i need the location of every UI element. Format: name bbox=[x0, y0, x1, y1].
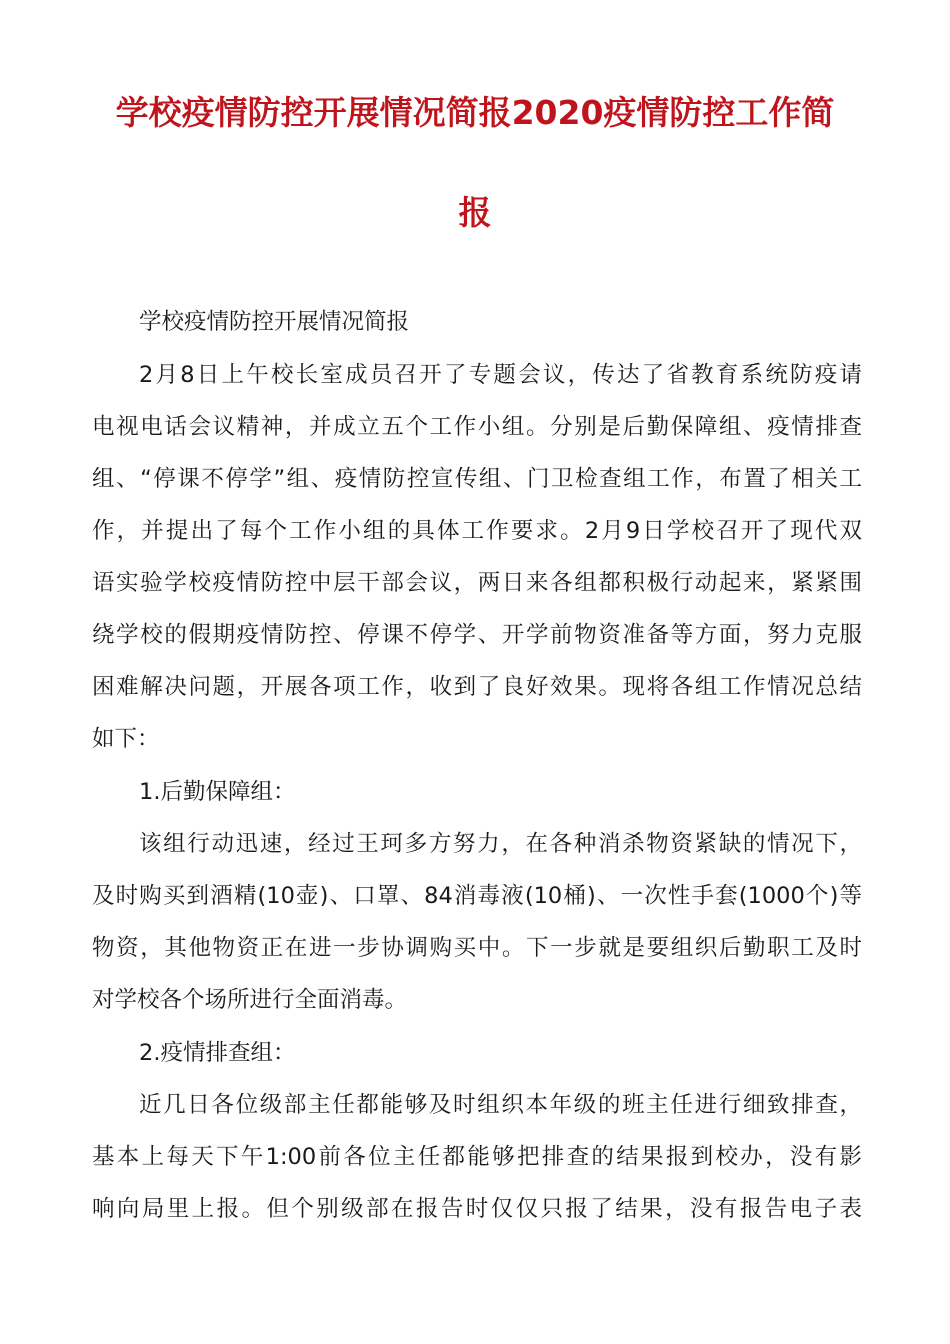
section-heading: 1.后勤保障组： bbox=[139, 779, 296, 805]
paragraph-line: 组、“停课不停学”组、疫情防控宣传组、门卫检查组工作，布置了相关工 bbox=[92, 466, 862, 492]
paragraph-line: 及时购买到酒精(10壶)、口罩、84消毒液(10桶)、一次性手套(1000个)等 bbox=[92, 883, 862, 909]
paragraph-line: 对学校各个场所进行全面消毒。 bbox=[92, 987, 408, 1013]
paragraph-line: 响向局里上报。但个别级部在报告时仅仅只报了结果，没有报告电子表 bbox=[92, 1196, 862, 1222]
paragraph-line: 物资，其他物资正在进一步协调购买中。下一步就是要组织后勤职工及时 bbox=[92, 935, 862, 961]
paragraph-line: 绕学校的假期疫情防控、停课不停学、开学前物资准备等方面，努力克服 bbox=[92, 622, 862, 648]
subtitle: 学校疫情防控开展情况简报 bbox=[139, 309, 410, 335]
paragraph-line: 近几日各位级部主任都能够及时组织本年级的班主任进行细致排查， bbox=[139, 1092, 862, 1118]
section-heading: 2.疫情排查组： bbox=[139, 1040, 296, 1066]
paragraph-line: 电视电话会议精神，并成立五个工作小组。分别是后勤保障组、疫情排查 bbox=[92, 414, 862, 440]
paragraph-line: 困难解决问题，开展各项工作，收到了良好效果。现将各组工作情况总结 bbox=[92, 674, 862, 700]
paragraph-line: 该组行动迅速，经过王珂多方努力，在各种消杀物资紧缺的情况下， bbox=[139, 831, 862, 857]
document-title-line-1: 学校疫情防控开展情况简报2020疫情防控工作简 bbox=[115, 93, 835, 132]
paragraph-line: 语实验学校疫情防控中层干部会议，两日来各组都积极行动起来，紧紧围 bbox=[92, 570, 862, 596]
paragraph-line: 如下： bbox=[92, 726, 160, 752]
paragraph-line: 基本上每天下午1:00前各位主任都能够把排查的结果报到校办，没有影 bbox=[92, 1144, 862, 1170]
paragraph-line: 2月8日上午校长室成员召开了专题会议，传达了省教育系统防疫请 bbox=[139, 362, 862, 388]
document-title-line-2: 报 bbox=[458, 193, 492, 232]
paragraph-line: 作，并提出了每个工作小组的具体工作要求。2月9日学校召开了现代双 bbox=[92, 518, 862, 544]
